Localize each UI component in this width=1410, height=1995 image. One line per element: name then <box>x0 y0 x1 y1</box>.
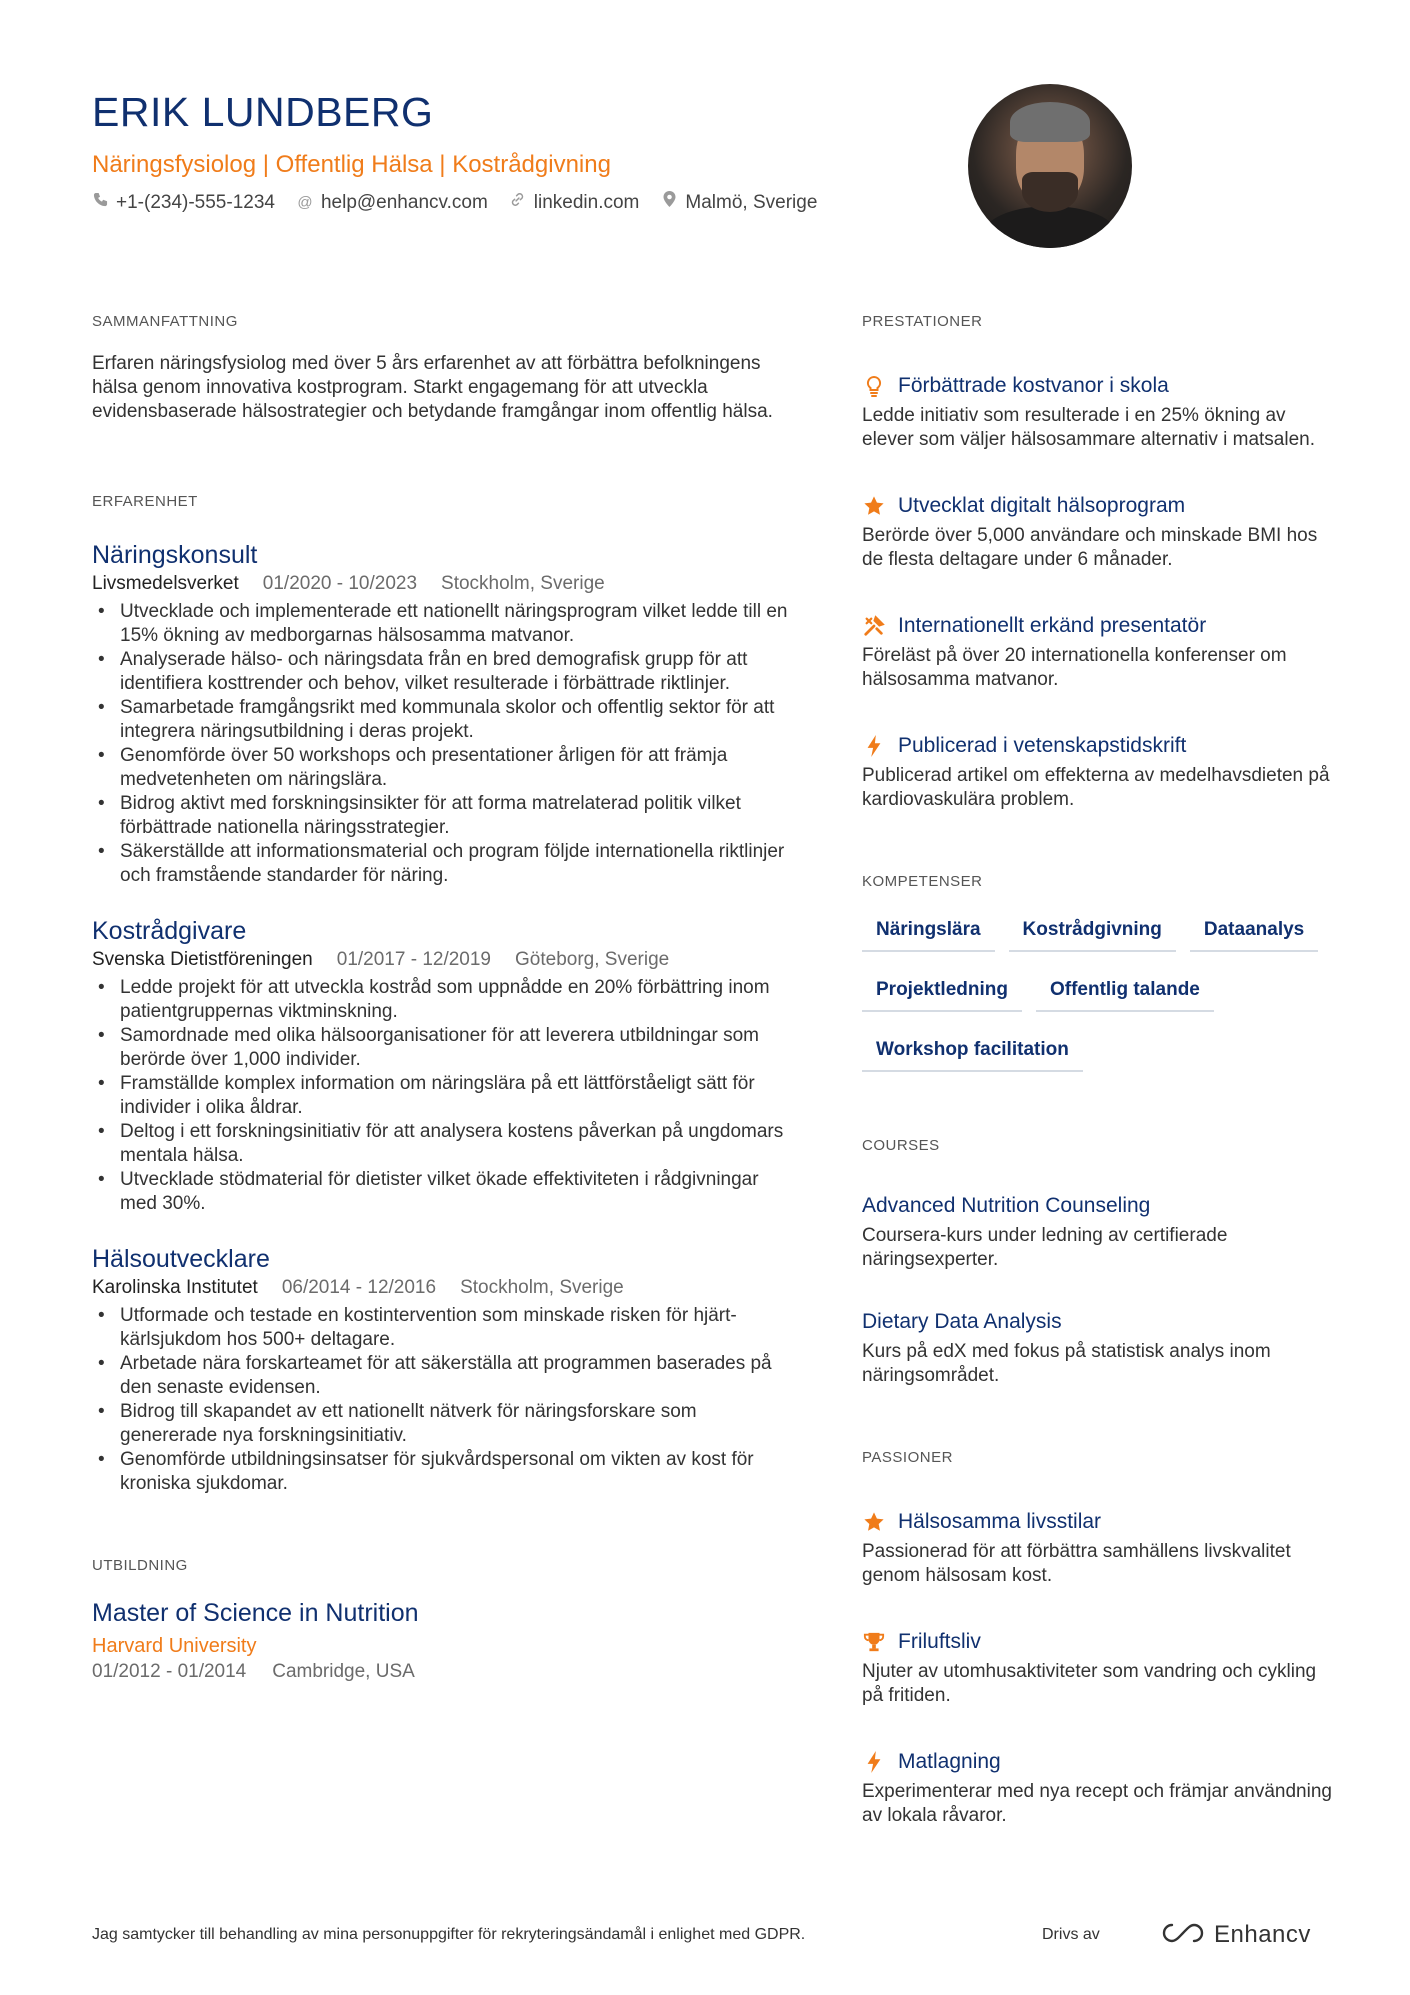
powered-by-label: Drivs av <box>1042 1926 1100 1943</box>
contact-location-text: Malmö, Sverige <box>685 192 818 213</box>
right-column <box>862 312 1332 1828</box>
job-company: Livsmedelsverket <box>92 573 239 594</box>
phone-icon <box>92 190 108 216</box>
person-name: ERIK LUNDBERG <box>92 89 434 135</box>
achievement-desc: Berörde över 5,000 användare och minskade BMI hos de flesta deltagare under 6 månader. <box>862 525 1318 570</box>
job-company: Karolinska Institutet <box>92 1277 258 1298</box>
bullet-item: • Analyserade hälso- och näringsdata från en bred demografisk grupp för att identifiera kosttrender och behov, vilket resulterade i förbättrade riktlinjer. <box>92 648 792 696</box>
course-item <box>862 1192 1332 1272</box>
passion-desc: Experimenterar med nya recept och främjar användning av lokala råvaror. <box>862 1781 1332 1826</box>
bullet-item: • Arbetade nära forskarteamet för att säkerställa att programmen baserades på den senaste evidensen. <box>92 1352 792 1400</box>
enhancv-brand-name: Enhancv <box>1214 1921 1311 1948</box>
location-pin-icon <box>661 190 677 216</box>
contact-linkedin[interactable] <box>510 190 640 216</box>
summary-section-title: SAMMANFATTNING <box>92 313 238 330</box>
course-item <box>862 1308 1332 1388</box>
education-location: Cambridge, USA <box>272 1661 415 1682</box>
courses-section-title: COURSES <box>862 1137 940 1154</box>
achievement-item <box>862 732 1332 812</box>
education-meta <box>92 1660 792 1684</box>
contact-phone-text: +1-(234)-555-1234 <box>116 192 275 213</box>
job-location: Göteborg, Sverige <box>515 949 670 970</box>
link-icon <box>510 190 526 216</box>
job-dates: 01/2020 - 10/2023 <box>262 573 418 594</box>
lightning-icon <box>862 1750 886 1774</box>
achievement-desc: Ledde initiativ som resulterade i en 25% ökning av elever som väljer hälsosammare alternativ i matsalen. <box>862 405 1316 450</box>
contact-linkedin-text[interactable]: linkedin.com <box>533 192 640 213</box>
experience-item <box>92 540 792 888</box>
education-section-title: UTBILDNING <box>92 1557 188 1574</box>
experience-item <box>92 1244 792 1496</box>
lightning-icon <box>862 734 886 758</box>
achievement-desc: Publicerad artikel om effekterna av medelhavsdieten på kardiovaskulära problem. <box>862 765 1330 810</box>
skill-tag: Dataanalys <box>1190 914 1318 952</box>
job-location: Stockholm, Sverige <box>460 1277 624 1298</box>
contact-email-text[interactable]: help@enhancv.com <box>320 192 488 213</box>
job-dates: 06/2014 - 12/2016 <box>281 1277 437 1298</box>
tools-icon <box>862 614 886 638</box>
course-desc: Kurs på edX med fokus på statistisk analys inom näringsområdet. <box>862 1341 1271 1386</box>
job-title: Kostrådgivare <box>92 917 247 945</box>
star-icon <box>862 1510 886 1534</box>
passion-item <box>862 1508 1332 1588</box>
passion-desc: Njuter av utomhusaktiviteter som vandring och cykling på fritiden. <box>862 1661 1317 1706</box>
job-title: Hälsoutvecklare <box>92 1245 270 1273</box>
job-bullets <box>92 1304 792 1496</box>
achievements-section-title: PRESTATIONER <box>862 313 983 330</box>
footer <box>92 1915 1332 1955</box>
passions-section-title: PASSIONER <box>862 1449 953 1466</box>
headline: Näringsfysiolog | Offentlig Hälsa | Kostrådgivning <box>92 151 611 178</box>
lightbulb-icon <box>862 374 886 398</box>
education-dates: 01/2012 - 01/2014 <box>92 1661 247 1682</box>
achievement-item <box>862 372 1332 452</box>
bullet-item: • Framställde komplex information om näringslära på ett lättförståeligt sätt för individer i olika åldrar. <box>92 1072 792 1120</box>
star-icon <box>862 494 886 518</box>
skills-section-title: KOMPETENSER <box>862 873 983 890</box>
summary-text: Erfaren näringsfysiolog med över 5 års erfarenhet av att förbättra befolkningens hälsa genom innovativa kostprogram. Starkt engagemang för att utveckla evidensbaserade hälsostrategier och betydande framgångar inom offentlig hälsa. <box>92 353 773 422</box>
bullet-item: • Deltog i ett forskningsinitiativ för att analysera kostens påverkan på ungdomars mentala hälsa. <box>92 1120 792 1168</box>
course-title: Advanced Nutrition Counseling <box>862 1194 1151 1217</box>
enhancv-logo-icon <box>1160 1921 1206 1950</box>
skill-tag: Workshop facilitation <box>862 1034 1083 1072</box>
passion-title: Matlagning <box>898 1750 1001 1773</box>
passion-title: Friluftsliv <box>898 1630 981 1653</box>
achievement-title: Internationellt erkänd presentatör <box>898 614 1207 637</box>
at-icon: @ <box>297 194 313 211</box>
avatar <box>968 84 1132 248</box>
contact-email[interactable] <box>297 190 488 216</box>
skill-tag: Projektledning <box>862 974 1022 1012</box>
experience-section-title: ERFARENHET <box>92 493 198 510</box>
bullet-item: • Bidrog till skapandet av ett nationellt nätverk för näringsforskare som genererade nya forskningsinitiativ. <box>92 1400 792 1448</box>
job-location: Stockholm, Sverige <box>441 573 605 594</box>
bullet-item: • Samordnade med olika hälsoorganisationer för att leverera utbildningar som berörde över 1,000 individer. <box>92 1024 792 1072</box>
bullet-item: • Utvecklade och implementerade ett nationellt näringsprogram vilket ledde till en 15% ökning av medborgarnas hälsosamma matvanor. <box>92 600 792 648</box>
job-dates: 01/2017 - 12/2019 <box>336 949 491 970</box>
passion-item <box>862 1628 1332 1708</box>
bullet-item: • Bidrog aktivt med forskningsinsikter för att forma matrelaterad politik vilket förbättrade nationella näringsstrategier. <box>92 792 792 840</box>
bullet-item: • Utformade och testade en kostintervention som minskade risken för hjärt-kärlsjukdom hos 500+ deltagare. <box>92 1304 792 1352</box>
bullet-item: • Samarbetade framgångsrikt med kommunala skolor och offentlig sektor för att integrera näringsutbildning i deras projekt. <box>92 696 792 744</box>
contact-location <box>661 190 817 216</box>
contact-phone <box>92 190 275 216</box>
skill-tag: Offentlig talande <box>1036 974 1214 1012</box>
achievement-title: Publicerad i vetenskapstidskrift <box>898 734 1187 757</box>
achievement-item <box>862 492 1332 572</box>
job-company: Svenska Dietistföreningen <box>92 949 313 970</box>
course-desc: Coursera-kurs under ledning av certifierade näringsexperter. <box>862 1225 1228 1270</box>
achievement-item <box>862 612 1332 692</box>
achievement-title: Förbättrade kostvanor i skola <box>898 374 1169 397</box>
job-bullets <box>92 600 792 888</box>
bullet-item: • Säkerställde att informationsmaterial och program följde internationella riktlinjer och framstående standarder för näring. <box>92 840 792 888</box>
bullet-item: • Genomförde över 50 workshops och presentationer årligen för att främja medvetenheten om näringslära. <box>92 744 792 792</box>
bullet-item: • Ledde projekt för att utveckla kostråd som uppnådde en 20% förbättring inom patientgruppernas viktminskning. <box>92 976 792 1024</box>
trophy-icon <box>862 1630 886 1654</box>
resume-header <box>92 86 1132 256</box>
job-title: Näringskonsult <box>92 541 258 569</box>
passion-item <box>862 1748 1332 1828</box>
bullet-item: • Genomförde utbildningsinsatser för sjukvårdspersonal om vikten av kost för kroniska sjukdomar. <box>92 1448 792 1496</box>
course-title: Dietary Data Analysis <box>862 1310 1062 1333</box>
gdpr-consent-text: Jag samtycker till behandling av mina personuppgifter för rekryteringsändamål i enlighet med GDPR. <box>92 1926 806 1943</box>
passion-title: Hälsosamma livsstilar <box>898 1510 1102 1533</box>
achievement-desc: Föreläst på över 20 internationella konferenser om hälsosamma matvanor. <box>862 645 1287 690</box>
skill-tag: Näringslära <box>862 914 995 952</box>
education-degree: Master of Science in Nutrition <box>92 1599 419 1627</box>
job-bullets <box>92 976 792 1216</box>
left-column <box>92 312 792 1684</box>
job-meta <box>92 1276 792 1300</box>
passion-desc: Passionerad för att förbättra samhällens livskvalitet genom hälsosam kost. <box>862 1541 1291 1586</box>
experience-item <box>92 916 792 1216</box>
job-meta <box>92 948 792 972</box>
bullet-item: • Utvecklade stödmaterial för dietister vilket ökade effektiviteten i rådgivningar med 30%. <box>92 1168 792 1216</box>
enhancv-logo[interactable] <box>1160 1921 1311 1950</box>
skills-list <box>862 914 1322 1072</box>
achievement-title: Utvecklat digitalt hälsoprogram <box>898 494 1186 517</box>
skill-tag: Kostrådgivning <box>1009 914 1176 952</box>
education-school: Harvard University <box>92 1635 257 1657</box>
job-meta <box>92 572 792 596</box>
